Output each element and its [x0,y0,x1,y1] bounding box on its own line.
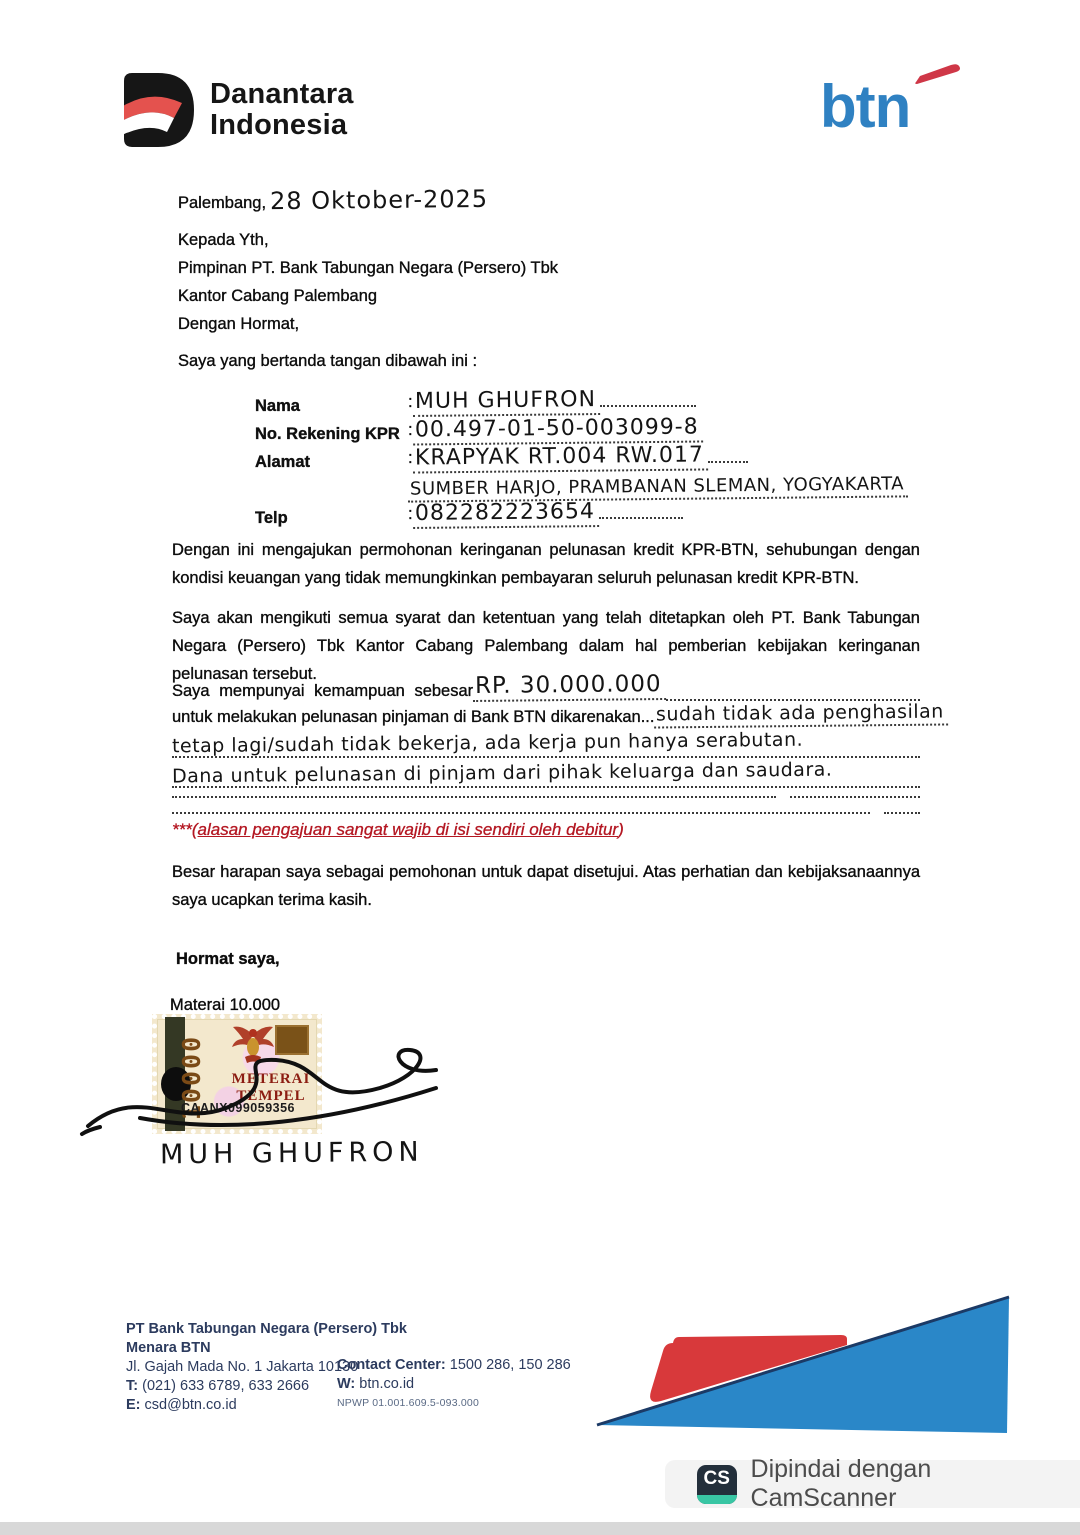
recipient-line: Dengan Hormat, [178,315,300,333]
camscanner-icon-teal-bar [697,1495,737,1504]
btn-accent-icon [912,62,968,88]
bottom-gray-strip [0,1522,1080,1535]
danantara-logo [122,72,354,148]
footer-website: W: btn.co.id [337,1376,415,1392]
handwritten-reason-1: sudah tidak ada penghasilan [654,700,948,728]
recipient-line: Pimpinan PT. Bank Tabungan Negara (Persero) Tbk [178,259,559,277]
danantara-logo-icon [122,72,196,148]
reason-line [172,700,945,727]
colon: : [408,505,413,523]
footer-phone: T: (021) 633 6789, 633 2666 [126,1378,310,1394]
danantara-wordmark-line2: Indonesia [210,109,348,141]
note-suffix: ) [618,820,624,839]
form-fields [255,388,955,528]
note-prefix: ***( [172,820,198,839]
paragraph-2: Saya akan mengikuti semua syarat dan ketentuan yang telah ditetapkan oleh PT. Bank Tabungan Negara (Persero) Tbk Kantor Cabang Palembang dalam hal pemberian kebijakan keringanan pelunasan tersebut. [172,609,920,683]
camscanner-label: Dipindai dengan CamScanner [750,1455,932,1512]
signer-name: MUH GHUFRON [159,1136,424,1171]
footer-npwp: NPWP 01.001.609.5-093.000 [337,1397,479,1409]
intro-line: Saya yang bertanda tangan dibawah ini : [178,352,478,370]
recipient-line: Kepada Yth, [178,231,269,249]
colon: : [408,393,413,411]
corner-ribbon-graphic [585,1283,1025,1443]
handwritten-date: 28 Oktober-2025 [269,184,489,216]
city-label: Palembang, [178,194,267,212]
reason-prefix: untuk melakukan pelunasan pinjaman di Bank BTN dikarenakan... [172,708,655,726]
field-row-telp [255,500,955,528]
handwritten-amount: RP. 30.000.000 [473,671,666,702]
materai-label: Materai 10.000 [170,996,281,1014]
paragraph-1: Dengan ini mengajukan permohonan keringanan pelunasan kredit KPR-BTN, sehubungan dengan kondisi keuangan yang tidak memungkinkan pembayaran seluruh pelunasan kredit KPR-BTN. [172,541,920,587]
field-row-rekening [255,416,955,444]
dotted-leader [599,502,683,519]
stamp-meterai-text: METERAI TEMPEL [231,1071,311,1104]
signature-ink [78,1030,458,1145]
field-row-nama [255,388,955,416]
closing-paragraph: Besar harapan saya sebagai pemohonan untuk dapat disetujui. Atas perhatian dan kebijaksanaannya saya ucapkan terima kasih. [172,863,920,909]
dotted-line [172,810,920,814]
dotted-leader [600,390,696,407]
footer-contact-center: Contact Center: 1500 286, 150 286 [337,1357,571,1373]
handwritten-reason-3: Dana untuk pelunasan di pinjam dari pihak keluarga dan saudara. [172,762,920,788]
signoff: Hormat saya, [176,950,280,968]
dotted-line [172,794,920,798]
stamp-serial-number: CAANX099059356 [181,1101,296,1115]
dotted-leader [708,446,748,463]
recipient-block [178,226,558,338]
colon: : [408,449,413,467]
recipient-line: Kantor Cabang Palembang [178,287,378,305]
note-text: alasan pengajuan sangat wajib di isi sendiri oleh debitur [197,820,619,839]
field-row-alamat [255,444,955,472]
btn-logo [820,58,980,158]
camscanner-app-icon: CS [697,1465,737,1504]
field-label-nama: Nama [255,397,300,415]
field-row-alamat-line2 [408,472,955,500]
footer-email: E: csd@btn.co.id [126,1397,237,1413]
field-value-nama: MUH GHUFRON [412,387,599,417]
date-line [178,186,488,214]
footer-company: PT Bank Tabungan Negara (Persero) Tbk [126,1321,407,1337]
amount-line [172,672,920,701]
camscanner-watermark [665,1455,1080,1512]
mandatory-note [172,820,624,840]
stamp-denomination: 10000 [177,1034,207,1121]
danantara-wordmark-line1: Danantara [210,78,354,110]
danantara-wordmark [210,79,354,141]
field-value-alamat2: SUMBER HARJO, PRAMBANAN SLEMAN, YOGYAKARTA [408,473,908,502]
handwritten-reason-2: tetap lagi/sudah tidak bekerja, ada kerja pun hanya serabutan. [172,732,920,758]
footer-building: Menara BTN [126,1340,211,1356]
colon: : [408,421,413,439]
footer-address: Jl. Gajah Mada No. 1 Jakarta 10130 [126,1359,359,1375]
field-value-telp: 082282223654 [412,499,598,529]
field-value-rekening: 00.497-01-50-003099-8 [412,414,702,445]
field-value-alamat: KRAPYAK RT.004 RW.017 [412,442,707,473]
footer-right-column [337,1356,571,1413]
btn-wordmark: btn [820,73,911,140]
dotted-leader [666,684,920,701]
amount-prefix: Saya mempunyai kemampuan sebesar [172,682,474,700]
field-label-rekening: No. Rekening KPR [255,425,400,443]
field-label-alamat: Alamat [255,453,311,471]
field-label-telp: Telp [255,509,288,527]
